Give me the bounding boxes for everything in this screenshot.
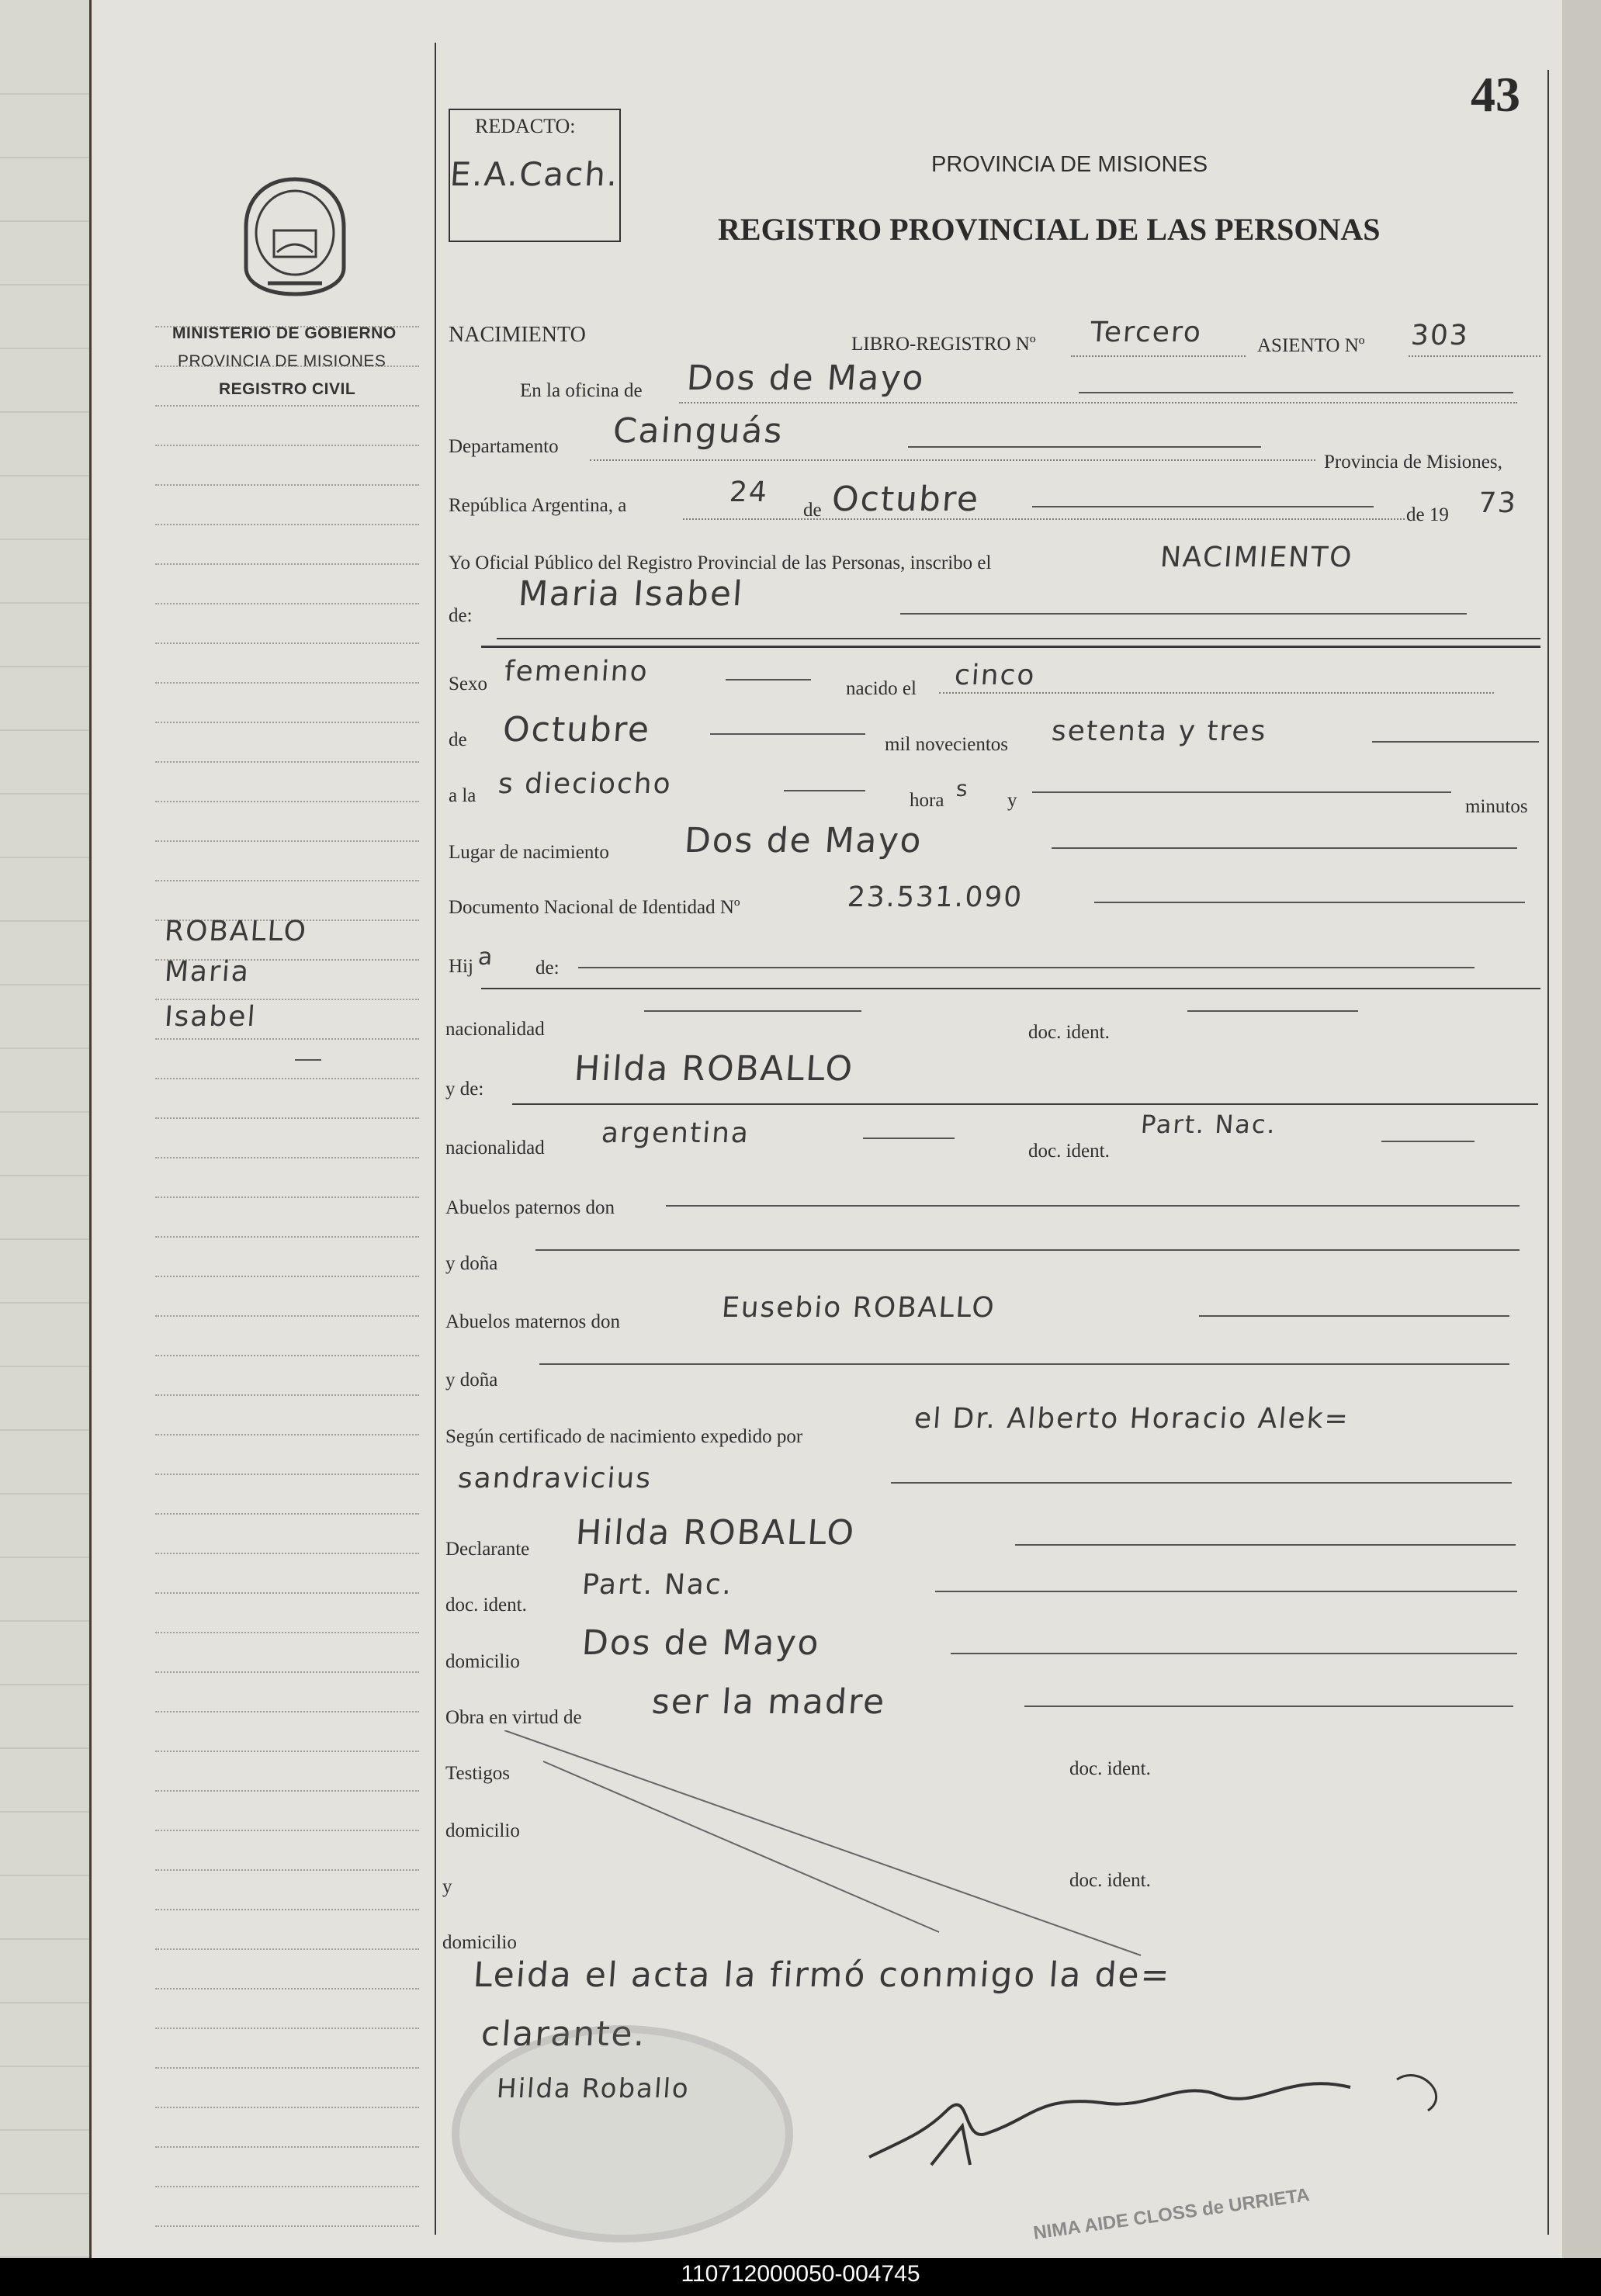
domicilio1-dash bbox=[951, 1653, 1517, 1654]
nacionalidad2-value: argentina bbox=[600, 1117, 751, 1149]
declarante-dash bbox=[1015, 1544, 1516, 1546]
margin-rule-line bbox=[155, 1236, 419, 1238]
hora-value: s dieciocho bbox=[497, 768, 674, 800]
obra-dash bbox=[1024, 1706, 1513, 1707]
act-type-label: NACIMIENTO bbox=[449, 323, 586, 347]
oficina-line bbox=[679, 402, 1517, 403]
closing-line-2: clarante. bbox=[480, 2014, 648, 2054]
margin-rule-line bbox=[155, 682, 419, 684]
departamento-label: Departamento bbox=[449, 436, 559, 457]
dni-value: 23.531.090 bbox=[846, 881, 1024, 913]
margin-rule-line bbox=[155, 1869, 419, 1871]
obra-value: ser la madre bbox=[650, 1682, 887, 1722]
abuelos-maternos-dash bbox=[1199, 1315, 1509, 1317]
anio-prefix: de 19 bbox=[1406, 504, 1449, 525]
margin-rule-line bbox=[155, 840, 419, 842]
margin-rule-line bbox=[155, 1157, 419, 1158]
nacido-dia-value: cinco bbox=[953, 660, 1037, 691]
certificado-value-2: sandravicius bbox=[456, 1463, 653, 1494]
margin-rule-line bbox=[155, 1513, 419, 1515]
domicilio1-value: Dos de Mayo bbox=[580, 1623, 822, 1663]
departamento-value: Cainguás bbox=[612, 411, 785, 451]
hijo-label: Hij bbox=[449, 956, 473, 977]
margin-rule-line bbox=[155, 1553, 419, 1554]
margin-rule-line bbox=[155, 761, 419, 763]
hora-suffix: s bbox=[955, 776, 970, 802]
asiento-value: 303 bbox=[1409, 320, 1471, 351]
dia-value: 24 bbox=[728, 476, 770, 508]
nacido-mes-value: Octubre bbox=[501, 710, 652, 750]
hijo-suffix: a bbox=[476, 944, 495, 971]
margin-rule-line bbox=[155, 2186, 419, 2187]
margin-rule-line bbox=[155, 1038, 419, 1040]
declarante-label: Declarante bbox=[445, 1539, 530, 1560]
margin-rule-line bbox=[155, 2225, 419, 2227]
inscribo-label: Yo Oficial Público del Registro Provincial de las Personas, inscribo el bbox=[449, 552, 992, 573]
abuelos-paternos-dash bbox=[666, 1205, 1520, 1207]
abuelos-maternos-value: Eusebio ROBALLO bbox=[720, 1292, 997, 1324]
abuelos-paternos-label: Abuelos paternos don bbox=[445, 1197, 615, 1218]
margin-note-first-name: Maria bbox=[163, 956, 251, 988]
docident3-value: Part. Nac. bbox=[580, 1569, 734, 1601]
testigos-label: Testigos bbox=[445, 1763, 510, 1784]
anio-value: 73 bbox=[1477, 487, 1519, 519]
province-heading: PROVINCIA DE MISIONES bbox=[931, 152, 1208, 177]
margin-rule-line bbox=[155, 1196, 419, 1198]
margin-rule-line bbox=[155, 1078, 419, 1079]
official-seal-stamp bbox=[452, 2025, 793, 2242]
redacto-label: REDACTO: bbox=[475, 115, 576, 137]
minutos-label: minutos bbox=[1465, 796, 1528, 817]
page-edge bbox=[1562, 0, 1601, 2258]
declarante-value: Hilda ROBALLO bbox=[574, 1513, 857, 1553]
docident4-label: doc. ident. bbox=[1069, 1758, 1151, 1779]
margin-rule-line bbox=[155, 1394, 419, 1396]
margin-rule-line bbox=[155, 524, 419, 525]
hora-dash bbox=[784, 790, 865, 791]
republica-label: República Argentina, a bbox=[449, 495, 627, 516]
stamp-text: NIMA AIDE CLOSS de URRIETA bbox=[1031, 2184, 1312, 2244]
nombre-value: Maria Isabel bbox=[517, 574, 746, 614]
margin-rule-line bbox=[155, 1988, 419, 1990]
y-dona2-dash bbox=[539, 1363, 1509, 1365]
lugar-label: Lugar de nacimiento bbox=[449, 842, 609, 863]
officer-signature-icon bbox=[854, 2048, 1521, 2173]
y2-label: y bbox=[442, 1876, 452, 1897]
margin-rule-line bbox=[155, 603, 419, 604]
departamento-line bbox=[590, 459, 1315, 461]
margin-rule-line bbox=[155, 1711, 419, 1712]
margin-rule-line bbox=[155, 563, 419, 565]
certificado-dash bbox=[891, 1482, 1512, 1484]
de2-label: de bbox=[449, 729, 467, 750]
asiento-line bbox=[1409, 355, 1540, 357]
margin-rule-line bbox=[155, 2107, 419, 2108]
closing-line-1: Leida el acta la firmó conmigo la de= bbox=[472, 1955, 1173, 1995]
section-rule-4 bbox=[512, 1103, 1538, 1105]
docident2-label: doc. ident. bbox=[1028, 1141, 1110, 1162]
redacto-signature: E.A.Cach. bbox=[449, 155, 621, 193]
nacionalidad1-dash bbox=[644, 1010, 861, 1012]
margin-rule-line bbox=[155, 445, 419, 446]
ministry-line-3: REGISTRO CIVIL bbox=[219, 380, 356, 398]
sexo-dash bbox=[726, 679, 811, 680]
margin-note-surname: ROBALLO bbox=[163, 916, 309, 947]
margin-rule-line bbox=[155, 2146, 419, 2148]
mil-value: setenta y tres bbox=[1050, 715, 1268, 747]
margin-rule-line bbox=[155, 801, 419, 802]
de-label: de bbox=[803, 500, 822, 521]
y-label: y bbox=[1007, 790, 1017, 811]
margin-rule-line bbox=[155, 1276, 419, 1277]
margin-rule-line bbox=[155, 1355, 419, 1356]
mes-dash bbox=[1032, 506, 1374, 507]
strike-through-lines bbox=[442, 1730, 1552, 1963]
de-colon-label: de: bbox=[449, 605, 473, 626]
left-page bbox=[0, 0, 89, 2258]
margin-rule-line bbox=[155, 1474, 419, 1475]
minutos-line bbox=[1032, 791, 1451, 793]
abuelos-maternos-label: Abuelos maternos don bbox=[445, 1311, 620, 1332]
nacido-line bbox=[939, 692, 1494, 694]
margin-rule-line bbox=[155, 642, 419, 644]
hora-label: hora bbox=[910, 790, 944, 811]
margin-rule-line bbox=[155, 1751, 419, 1752]
dni-label: Documento Nacional de Identidad Nº bbox=[449, 897, 740, 918]
fecha-line bbox=[683, 518, 1405, 520]
asiento-label: ASIENTO Nº bbox=[1257, 335, 1365, 356]
nombre-dash bbox=[900, 613, 1467, 615]
section-rule-1 bbox=[497, 638, 1540, 639]
hijo-de-label: de: bbox=[535, 958, 560, 978]
oficina-dash bbox=[1079, 392, 1513, 393]
margin-rule-line bbox=[155, 1948, 419, 1950]
margin-rule-line bbox=[155, 1790, 419, 1792]
page-number: 43 bbox=[1471, 67, 1520, 122]
sexo-value: femenino bbox=[503, 656, 650, 687]
y-de-label: y de: bbox=[445, 1079, 484, 1100]
ministry-line-2: PROVINCIA DE MISIONES bbox=[178, 352, 386, 370]
lugar-dash bbox=[1052, 847, 1517, 849]
docident2-value: Part. Nac. bbox=[1139, 1110, 1278, 1139]
mil-dash bbox=[1372, 741, 1539, 743]
section-rule-3 bbox=[481, 988, 1540, 989]
margin-rule-line bbox=[155, 2067, 419, 2069]
domicilio1-label: domicilio bbox=[445, 1651, 520, 1672]
docident1-label: doc. ident. bbox=[1028, 1022, 1110, 1043]
y-dona2-label: y doña bbox=[445, 1370, 498, 1390]
margin-rule-line bbox=[155, 1909, 419, 1910]
docident3-label: doc. ident. bbox=[445, 1595, 527, 1616]
libro-label: LIBRO-REGISTRO Nº bbox=[851, 334, 1036, 355]
margin-note-second-name: Isabel bbox=[163, 1001, 258, 1033]
margin-rule-line bbox=[155, 1592, 419, 1594]
oficina-value: Dos de Mayo bbox=[685, 358, 927, 398]
libro-line bbox=[1071, 355, 1246, 357]
margin-rule-line bbox=[155, 1671, 419, 1673]
registry-heading: REGISTRO PROVINCIAL DE LAS PERSONAS bbox=[718, 212, 1381, 247]
domicilio3-label: domicilio bbox=[442, 1932, 517, 1953]
form-left-border bbox=[435, 43, 436, 2235]
margin-rule-line bbox=[155, 1830, 419, 1831]
margin-rule-line bbox=[155, 405, 419, 407]
margin-rule-line bbox=[155, 484, 419, 486]
margin-rule-line bbox=[155, 999, 419, 1000]
hijo-dash bbox=[578, 967, 1475, 968]
mes-value: Octubre bbox=[830, 480, 981, 519]
a-la-label: a la bbox=[449, 785, 476, 806]
obra-label: Obra en virtud de bbox=[445, 1707, 582, 1728]
margin-rule-line bbox=[155, 880, 419, 881]
sexo-label: Sexo bbox=[449, 674, 487, 694]
image-identifier: 110712000050-004745 bbox=[681, 2261, 920, 2287]
margin-rule-line bbox=[155, 1434, 419, 1435]
coat-of-arms-icon bbox=[237, 175, 353, 299]
departamento-dash bbox=[908, 446, 1261, 448]
y-dona1-label: y doña bbox=[445, 1253, 498, 1274]
libro-value: Tercero bbox=[1089, 317, 1204, 348]
margin-rule-line bbox=[155, 1315, 419, 1317]
margin-rule-line bbox=[155, 722, 419, 723]
docident2-dash bbox=[1381, 1141, 1475, 1142]
margin-rule-line bbox=[155, 1117, 419, 1119]
margin-note-dash bbox=[295, 1059, 321, 1061]
declarante-signature: Hilda Roballo bbox=[495, 2073, 691, 2104]
lugar-value: Dos de Mayo bbox=[683, 821, 924, 861]
ministry-line-1: MINISTERIO DE GOBIERNO bbox=[172, 324, 397, 342]
docident3-dash bbox=[935, 1591, 1517, 1592]
docident5-label: doc. ident. bbox=[1069, 1870, 1151, 1891]
provincia-suffix: Provincia de Misiones, bbox=[1324, 452, 1502, 473]
section-rule-2 bbox=[481, 646, 1540, 648]
madre-value: Hilda ROBALLO bbox=[573, 1049, 855, 1089]
mil-label: mil novecientos bbox=[885, 734, 1008, 755]
domicilio2-label: domicilio bbox=[445, 1820, 520, 1841]
margin-rule-line bbox=[155, 2028, 419, 2029]
nacido-mes-dash bbox=[710, 733, 865, 735]
margin-rule-line bbox=[155, 1632, 419, 1633]
oficina-label: En la oficina de bbox=[520, 380, 643, 401]
nacionalidad2-label: nacionalidad bbox=[445, 1138, 545, 1158]
docident1-dash bbox=[1187, 1010, 1358, 1012]
y-dona1-dash bbox=[535, 1249, 1520, 1251]
nacionalidad2-dash bbox=[863, 1138, 955, 1139]
certificado-label: Según certificado de nacimiento expedido por bbox=[445, 1426, 803, 1447]
nacido-label: nacido el bbox=[846, 678, 917, 699]
certificado-value-1: el Dr. Alberto Horacio Alek= bbox=[913, 1403, 1351, 1435]
inscribo-value: NACIMIENTO bbox=[1159, 542, 1354, 573]
dni-dash bbox=[1094, 902, 1525, 903]
nacionalidad1-label: nacionalidad bbox=[445, 1019, 545, 1040]
